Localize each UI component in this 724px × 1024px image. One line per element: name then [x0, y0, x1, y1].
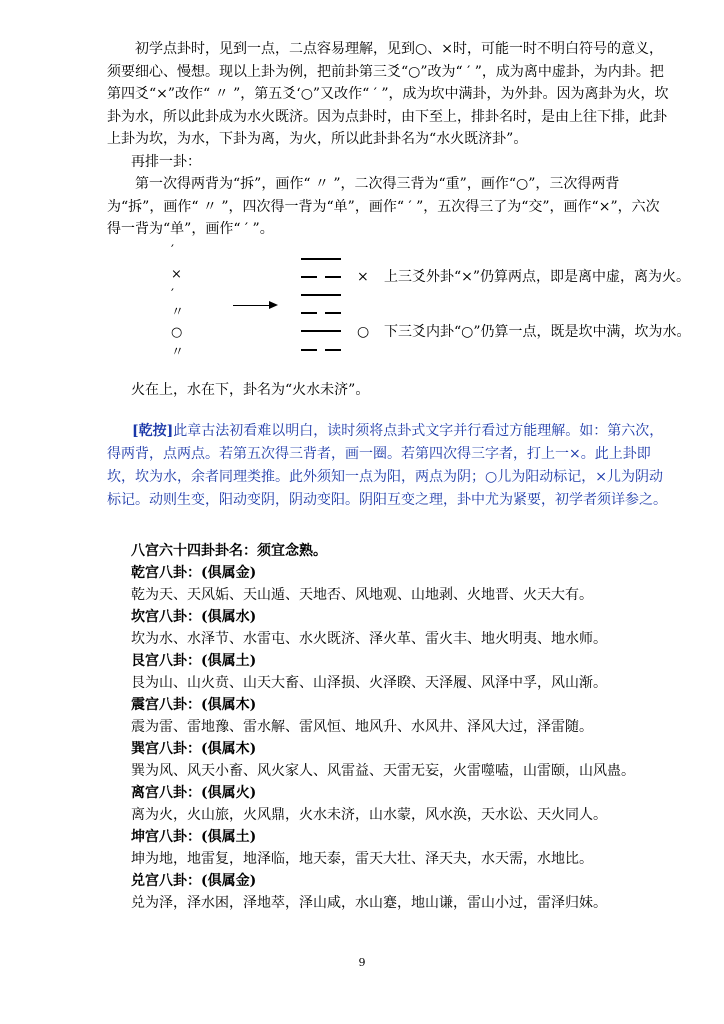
hexagram-line-yang-1 — [301, 258, 341, 260]
hexagram-diagram — [165, 243, 691, 363]
line-mark-5: ○ — [171, 325, 183, 340]
palace-list-li: 离为火，火山旅，火风鼎，火水未济，山水蒙，风水涣，天水讼、天火同人。 — [131, 807, 607, 823]
line-mark-6: 〃 — [171, 345, 185, 360]
palace-heading-qian: 乾宫八卦：(俱属金) — [131, 565, 257, 581]
palace-list-xun: 巽为风、风天小畜、风火家人、风雷益、天雷无妄，火雷噬嗑，山雷颐，山风蛊。 — [131, 763, 635, 779]
lower-trigram-note: 下三爻内卦“○”仍算一点，既是坎中满，坎为水。 — [384, 324, 691, 340]
palace-heading-li: 离宫八卦：(俱属火) — [131, 785, 257, 801]
palace-list-gen: 艮为山、山火贲、山天大畜、山泽损、火泽睽、天泽履、风泽中孚，风山渐。 — [131, 675, 607, 691]
page-number: 9 — [358, 956, 366, 969]
upper-trigram-marker: × — [357, 269, 369, 285]
arrow-shaft — [233, 305, 271, 306]
palace-list-dui: 兑为泽，泽水困，泽地萃，泽山咸，水山蹇，地山谦，雷山小过，雷泽归妹。 — [131, 895, 607, 911]
line-mark-2: × — [171, 267, 182, 282]
commentary-paragraph — [107, 420, 675, 512]
palace-list-zhen: 震为雷、雷地豫、雷水解、雷风恒、地风升、水风井、泽风大过，泽雷随。 — [131, 719, 593, 735]
arrow-right-icon — [269, 301, 278, 309]
palace-list-kan: 坎为水、水泽节、水雷屯、水火既济、泽火革、雷火丰、地火明夷、地水师。 — [131, 631, 607, 647]
line-mark-4: 〃 — [171, 305, 185, 320]
palace-heading-xun: 巽宫八卦：(俱属木) — [131, 741, 257, 757]
palace-heading-kun: 坤宫八卦：(俱属土) — [131, 829, 257, 845]
hexagram-line-yang-5 — [301, 330, 341, 332]
line-mark-1: ′ — [171, 243, 174, 258]
method-paragraph: 第一次得两背为“拆”，画作“ 〃 ”，二次得三背为“重”，画作“○”，三次得两背为“拆”，画作“ 〃 ”，四次得一背为“单”，画作“ ′ ”，五次得三了为“交”，画作“×”，六次得一背为“单”，画作“ ′ ”。 — [107, 176, 660, 237]
palace-list-qian: 乾为天、天风姤、天山遁、天地否、风地观、山地剥、火地晋、火天大有。 — [131, 587, 593, 603]
hexagram-line-yang-3 — [301, 294, 341, 296]
commentary-tag: [乾按] — [132, 423, 174, 439]
intro-paragraph: 初学点卦时，见到一点，二点容易理解，见到○、×时，可能一时不明白符号的意义，须要细心、慢想。现以上卦为例，把前卦第三爻“○”改为“ ′ ”，成为离中虚卦，为内卦。把第四爻“×”改作“ 〃 ”，第五爻‘○”又改作“ ′ ”，成为坎中满卦，为外卦。因为离卦为火，坎卦为水，所以此卦成为水火既济。因为点卦时，由下至上，排卦名时，是由上往下排，此卦上卦为坎，为水，下卦为离，为火，所以此卦卦名为“水火既济卦”。 — [107, 41, 669, 147]
hexagram-line-yin-4 — [301, 312, 341, 314]
line-mark-3: ′ — [171, 287, 174, 302]
palace-heading-gen: 艮宫八卦：(俱属土) — [131, 653, 257, 669]
commentary-text: 此章古法初看难以明白，读时须将点卦式文字并行看过方能理解。如：第六次，得两背，点两点。若第五次得三背者，画一圈。若第四次得三字者，打上一×。此上卦即坎，坎为水，余者同理类推。此外须知一点为阳，两点为阴；○儿为阳动标记，×儿为阴动标记。动则生变，阳动变阴，阴动变阳。阴阳互变之理，卦中尤为紧要，初学者须详参之。 — [107, 423, 667, 508]
section-title: 八宫六十四卦卦名：须宜念熟。 — [131, 543, 327, 559]
result-sentence: 火在上，水在下，卦名为“火水未济”。 — [131, 382, 370, 398]
palace-list-kun: 坤为地，地雷复，地泽临，地天泰，雷天大壮、泽天夬，水天需，水地比。 — [131, 851, 593, 867]
palace-heading-zhen: 震宫八卦：(俱属木) — [131, 697, 257, 713]
again-label: 再排一卦： — [131, 154, 201, 170]
palace-heading-dui: 兑宫八卦：(俱属金) — [131, 873, 257, 889]
lower-trigram-marker: ○ — [357, 324, 370, 340]
palace-heading-kan: 坎宫八卦：(俱属水) — [131, 609, 257, 625]
upper-trigram-note: 上三爻外卦“×”仍算两点，即是离中虚，离为火。 — [384, 269, 691, 285]
hexagram-line-yin-2 — [301, 276, 341, 278]
hexagram-line-yin-6 — [301, 349, 341, 351]
